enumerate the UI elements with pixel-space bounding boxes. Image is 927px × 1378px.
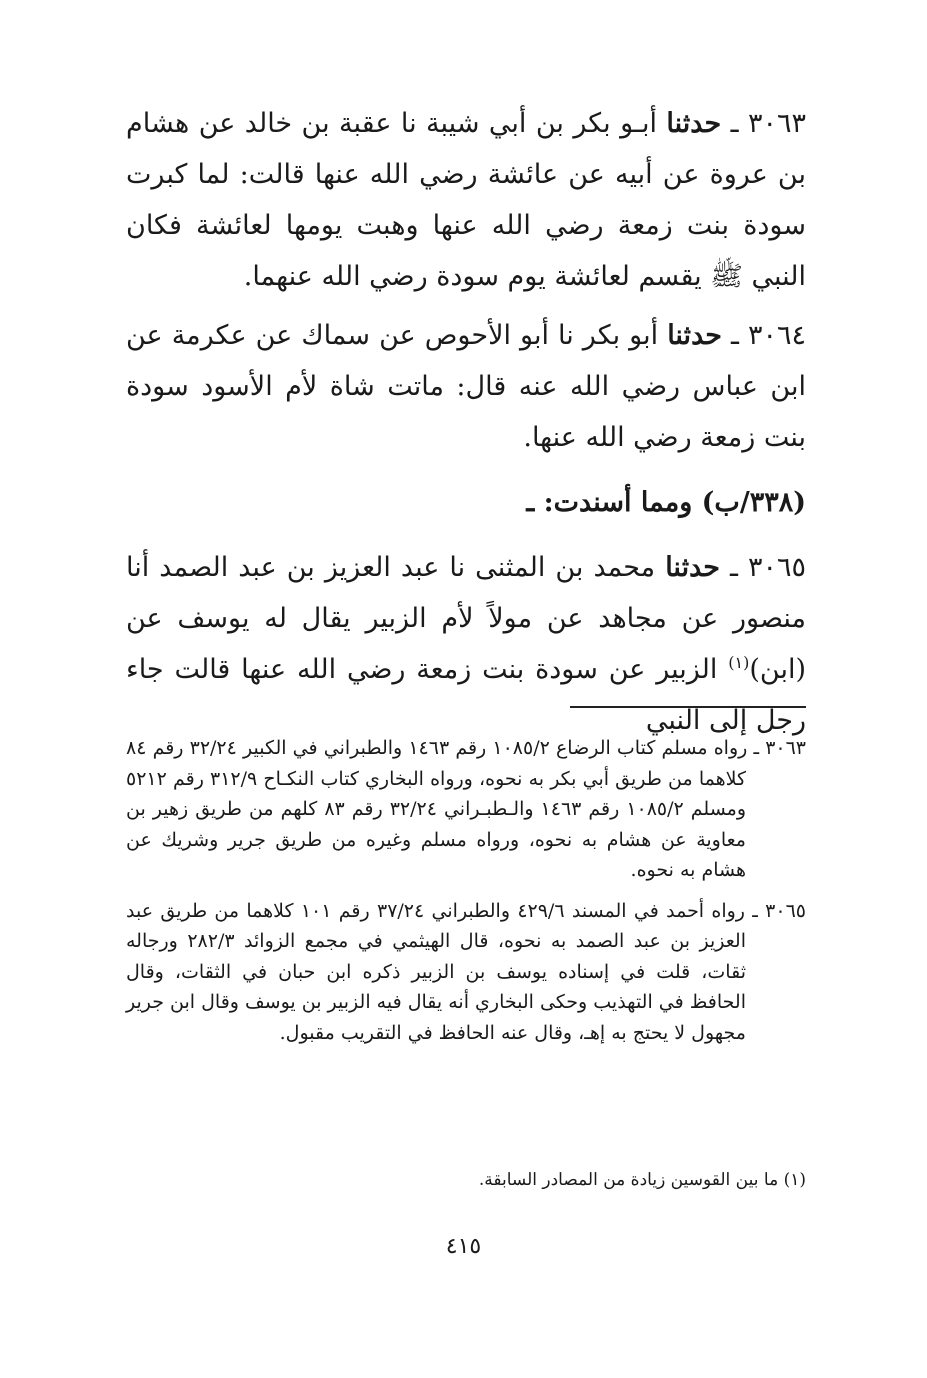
hadith-3065 [126,542,806,746]
note-3063: ٣٠٦٣ ـ رواه مسلم كتاب الرضاع ١٠٨٥/٢ رقم ١٤٦٣ والطبراني في الكبير ٣٢/٢٤ رقم ٨٤ كلاهما من طريق أبي بكر به نحوه، ورواه البخاري كتاب النكـاح ٣١٢/٩ رقم ٥٢١٢ ومسلم ١٠٨٥/٢ رقم ١٤٦٣ والـطبـراني ٣٢/٢٤ رقم ٨٣ كلهم من طريق زهير بن معاوية عن هشام به نحوه، ورواه مسلم وغيره من طريق جرير وشريك عن هشام به نحوه. [126,737,807,881]
hadith-text-continued: الزبير عن سودة بنت زمعة رضي الله عنها قالت جاء رجل إلى النبي [126,654,806,736]
hadith-lead-word: حدثنا [666,108,722,139]
page-number: ٤١٥ [445,1234,482,1259]
hadith-number: ٣٠٦٣ ـ [730,108,806,139]
hadith-3063 [126,98,806,302]
hadith-3064 [126,310,806,463]
note-3065: ٣٠٦٥ ـ رواه أحمد في المسند ٤٢٩/٦ والطبراني ٣٧/٢٤ رقم ١٠١ كلاهما من طريق عبد العزيز بن عبد الصمد به نحوه، قال الهيثمي في مجمع الزوائد ٢٨٢/٣ ورجاله ثقات، قلت في إسناده يوسف بن الزبير ذكره ابن حبان في الثقات، وقال الحافظ في التهذيب وحكى البخاري أنه يقال فيه الزبير بن يوسف وقال ابن جرير مجهول لا يحتج به إهـ، وقال عنه الحافظ في التقريب مقبول. [126,899,806,1044]
footnote-divider [570,706,806,708]
hadith-text: أبـو بكر بن أبي شيبة نا عقبة بن خالد عن هشام بن عروة عن أبيه عن عائشة رضي الله عنها قالت: لما كبرت سودة بنت زمعة رضي الله عنها وهبت يومها لعائشة فكان النبي ﷺ يقسم لعائشة يوم سودة رضي الله عنهما. [126,108,806,292]
hadith-text: أبو بكر نا أبو الأحوص عن سماك عن عكرمة عن ابن عباس رضي الله عنه قال: ماتت شاة لأم الأسود سودة بنت زمعة رضي الله عنها. [126,320,806,453]
hadith-number: ٣٠٦٤ ـ [731,320,806,351]
hadith-lead-word: حدثنا [665,552,720,583]
main-text [126,98,806,754]
hadith-lead-word: حدثنا [667,320,722,351]
takhrij-notes [126,733,806,1058]
hadith-number: ٣٠٦٥ ـ [730,552,806,583]
footnote-marker: (١) [728,653,750,672]
section-heading: (٣٣٨/ب) ومما أسندت: ـ [526,487,806,518]
footnote-1: (١) ما بين القوسين زيادة من المصادر السابقة. [478,1170,806,1190]
hadith-text: محمد بن المثنى نا عبد العزيز بن عبد الصمد أنا منصور عن مجاهد عن مولاً لأم الزبير يقال له يوسف عن (ابن) [126,552,806,685]
